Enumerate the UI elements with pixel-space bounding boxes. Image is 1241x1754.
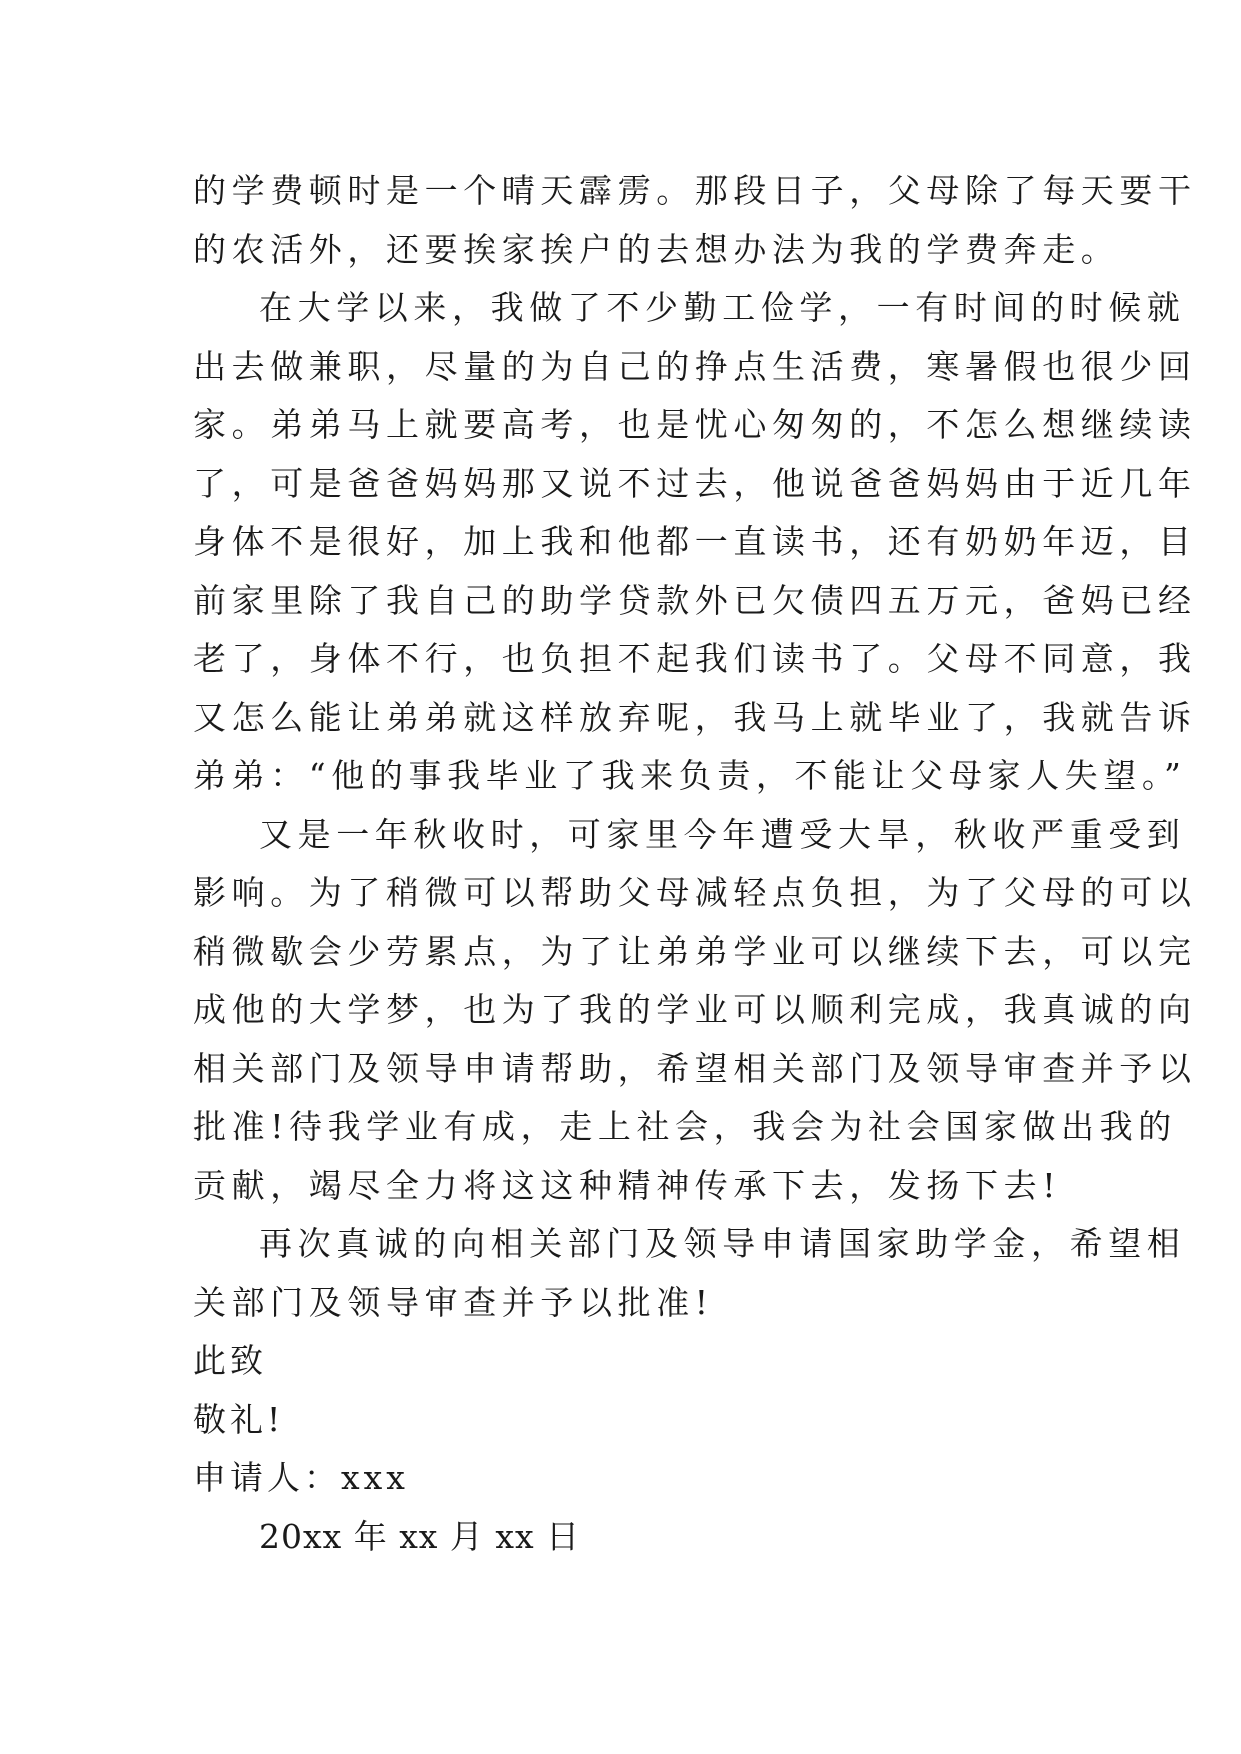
text-line: 身体不是很好，加上我和他都一直读书，还有奶奶年迈，目 bbox=[193, 522, 1197, 561]
text-line: 前家里除了我自己的助学贷款外已欠债四五万元，爸妈已经 bbox=[193, 580, 1197, 620]
text-line: 相关部门及领导申请帮助，希望相关部门及领导审查并予以 bbox=[193, 1048, 1197, 1088]
text-line: 出去做兼职，尽量的为自己的挣点生活费，寒暑假也很少回 bbox=[193, 346, 1197, 386]
text-line: 家。弟弟马上就要高考，也是忧心匆匆的，不怎么想继续读 bbox=[193, 405, 1197, 444]
text-line: 成他的大学梦，也为了我的学业可以顺利完成，我真诚的向 bbox=[193, 990, 1197, 1029]
text-line: 贡献，竭尽全力将这这种精神传承下去，发扬下去! bbox=[193, 1165, 1062, 1205]
text-line: 老了，身体不行，也负担不起我们读书了。父母不同意，我 bbox=[193, 639, 1197, 678]
date-line: 20xx 年 xx 月 xx 日 bbox=[259, 1516, 581, 1556]
text-line: 的学费顿时是一个晴天霹雳。那段日子，父母除了每天要干 bbox=[193, 171, 1197, 210]
closing-line: 此致 bbox=[193, 1341, 267, 1380]
text-line: 弟弟：“他的事我毕业了我来负责，不能让父母家人失望。” bbox=[193, 756, 1187, 795]
letter-body bbox=[193, 162, 1197, 1566]
text-line: 再次真诚的向相关部门及领导申请国家助学金，希望相 bbox=[259, 1224, 1186, 1263]
salute-line: 敬礼! bbox=[193, 1399, 285, 1439]
text-line: 在大学以来，我做了不少勤工俭学，一有时间的时候就 bbox=[259, 288, 1186, 327]
text-line: 批准!待我学业有成，走上社会，我会为社会国家做出我的 bbox=[193, 1107, 1177, 1146]
text-line: 稍微歇会少劳累点，为了让弟弟学业可以继续下去，可以完 bbox=[193, 931, 1197, 971]
text-line: 又怎么能让弟弟就这样放弃呢，我马上就毕业了，我就告诉 bbox=[193, 697, 1197, 737]
text-line: 又是一年秋收时，可家里今年遭受大旱，秋收严重受到 bbox=[259, 814, 1186, 854]
text-line: 关部门及领导审查并予以批准! bbox=[193, 1282, 714, 1322]
text-line: 影响。为了稍微可以帮助父母减轻点负担，为了父母的可以 bbox=[193, 873, 1197, 912]
applicant-line: 申请人：xxx bbox=[193, 1458, 409, 1497]
text-line: 的农活外，还要挨家挨户的去想办法为我的学费奔走。 bbox=[193, 229, 1120, 269]
text-line: 了，可是爸爸妈妈那又说不过去，他说爸爸妈妈由于近几年 bbox=[193, 463, 1197, 503]
